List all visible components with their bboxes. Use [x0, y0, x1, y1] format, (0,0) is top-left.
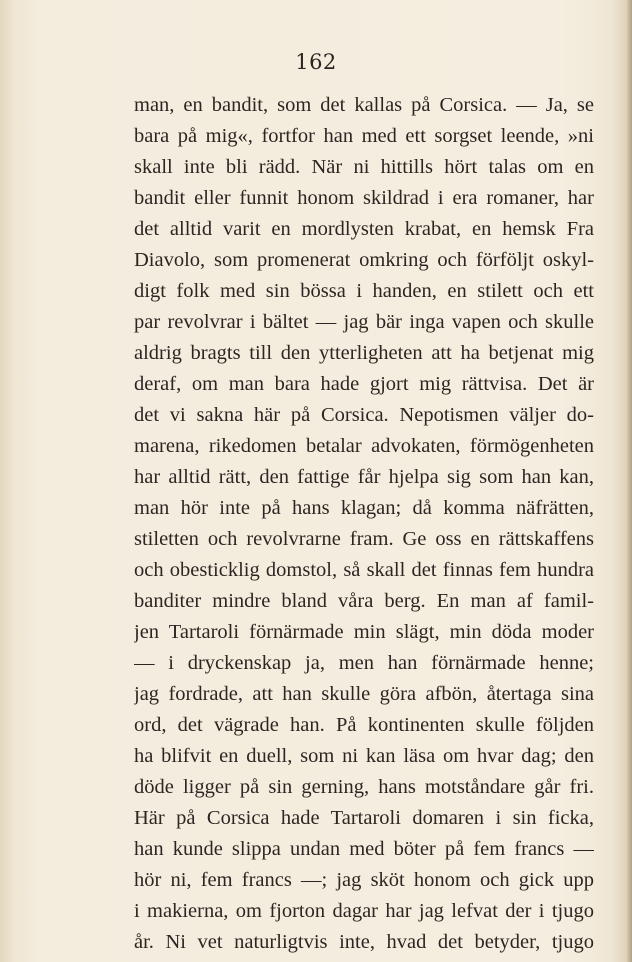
text-line: det vi sakna här på Corsica. Nepotismen väljer do-	[134, 404, 594, 426]
text-line: hör ni, fem francs —; jag sköt honom och gick upp	[134, 869, 594, 891]
text-line: år. Ni vet naturligtvis inte, hvad det betyder, tjugo	[134, 931, 594, 953]
text-line: banditer mindre bland våra berg. En man af famil-	[134, 590, 594, 612]
text-line: jag fordrade, att han skulle göra afbön, återtaga sina	[134, 683, 594, 705]
text-line: jen Tartaroli förnärmade min slägt, min döda moder	[134, 621, 594, 643]
page-number: 162	[295, 50, 337, 74]
text-line: bara på mig«, fortfor han med ett sorgset leende, »ni	[134, 125, 594, 147]
text-line: har alltid rätt, den fattige får hjelpa sig som han kan,	[134, 466, 594, 488]
text-line: stiletten och revolvrarne fram. Ge oss en rättskaffens	[134, 528, 594, 550]
text-line: marena, rikedomen betalar advokaten, förmögenheten	[134, 435, 594, 457]
text-line: döde ligger på sin gerning, hans motståndare går fri.	[134, 776, 594, 798]
text-line: han kunde slippa undan med böter på fem francs —	[134, 838, 594, 860]
text-line: ord, det vägrade han. På kontinenten skulle följden	[134, 714, 594, 736]
text-line: det alltid varit en mordlysten krabat, en hemsk Fra	[134, 218, 594, 240]
text-line: ha blifvit en duell, som ni kan läsa om hvar dag; den	[134, 745, 594, 767]
text-line: man hör inte på hans klagan; då komma näfrätten,	[134, 497, 594, 519]
text-line: och obesticklig domstol, så skall det finnas fem hundra	[134, 559, 594, 581]
text-line: i makierna, om fjorton dagar har jag lefvat der i tjugo	[134, 900, 594, 922]
text-line: Diavolo, som promenerat omkring och förföljt oskyl-	[134, 249, 594, 271]
text-line: skall inte bli rädd. När ni hittills hört talas om en	[134, 156, 594, 178]
body-text	[134, 90, 594, 958]
text-line: man, en bandit, som det kallas på Corsica. — Ja, se	[134, 94, 594, 116]
text-line: aldrig bragts till den ytterligheten att ha betjenat mig	[134, 342, 594, 364]
page-edge-shadow	[626, 0, 632, 962]
text-line: Här på Corsica hade Tartaroli domaren i sin ficka,	[134, 807, 594, 829]
text-line: bandit eller funnit honom skildrad i era romaner, har	[134, 187, 594, 209]
text-line: deraf, om man bara hade gjort mig rättvisa. Det är	[134, 373, 594, 395]
text-line: digt folk med sin bössa i handen, en stilett och ett	[134, 280, 594, 302]
text-line: par revolvrar i bältet — jag bär inga vapen och skulle	[134, 311, 594, 333]
text-line: — i dryckenskap ja, men han förnärmade henne;	[134, 652, 594, 674]
